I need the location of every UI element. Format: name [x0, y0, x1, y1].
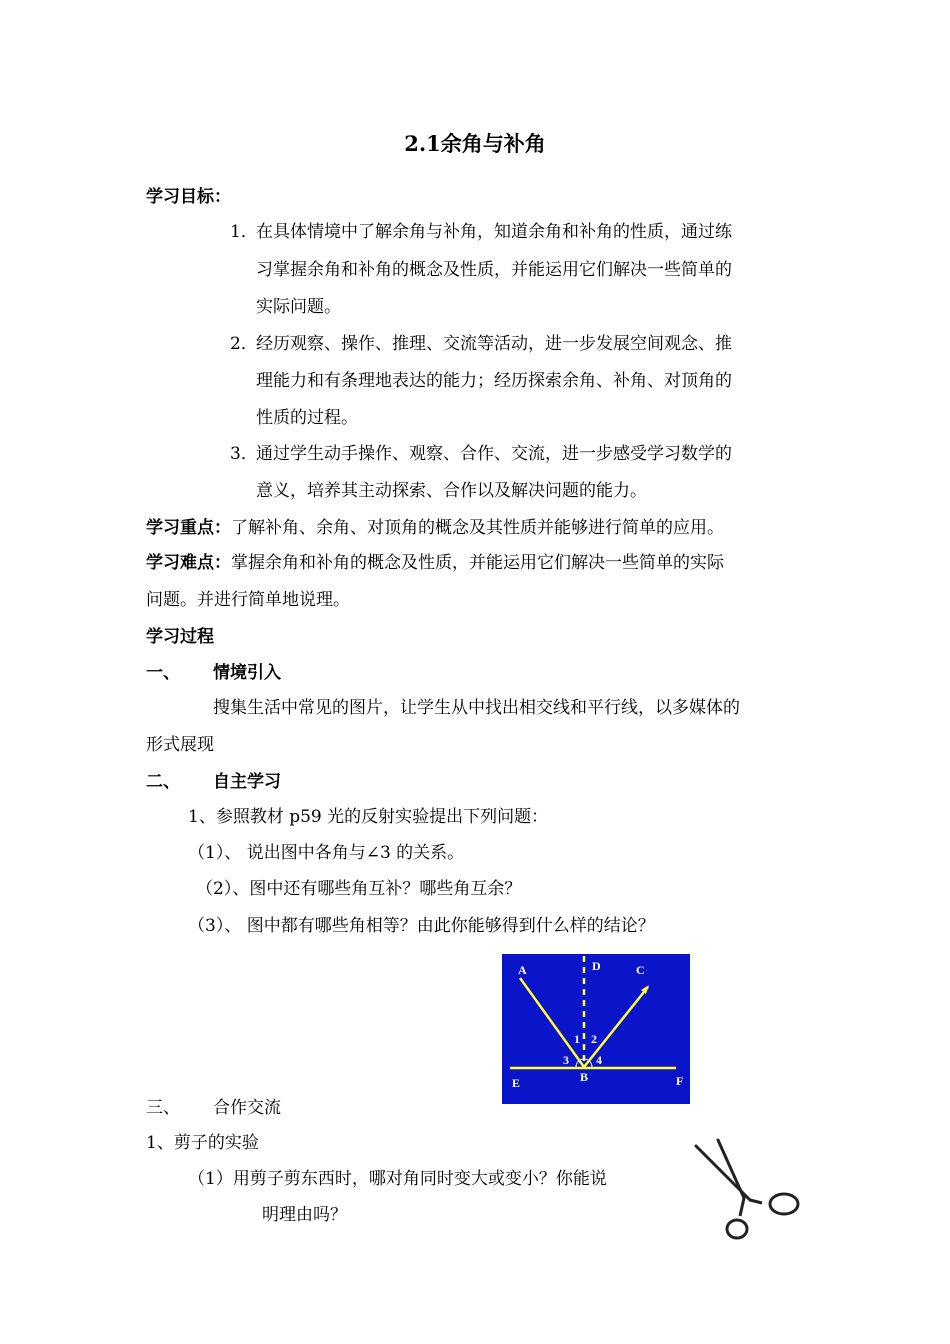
- label-a: A: [518, 963, 527, 977]
- difficulties: [146, 548, 724, 573]
- label-3: 3: [563, 1053, 569, 1067]
- key-points-text: 了解补角、余角、对顶角的概念及其性质并能够进行简单的应用。: [231, 518, 724, 538]
- objective-1-num: 1．: [230, 222, 258, 242]
- label-f: F: [676, 1074, 684, 1088]
- section-3-sub: 1、剪子的实验: [146, 1133, 259, 1153]
- difficulties-text-2: 问题。并进行简单地说理。: [146, 590, 350, 610]
- section-2-title: 自主学习: [213, 772, 281, 792]
- process-heading: 学习过程: [146, 627, 214, 647]
- difficulties-text: 掌握余角和补角的概念及性质，并能运用它们解决一些简单的实际: [231, 553, 724, 573]
- objective-3-line: 意义，培养其主动探索、合作以及解决问题的能力。: [256, 481, 647, 501]
- diagram-background: [502, 954, 690, 1104]
- objective-3-line: 通过学生动手操作、观察、合作、交流，进一步感受学习数学的: [256, 444, 732, 464]
- objective-1-line: 实际问题。: [256, 297, 341, 317]
- section-3-title: 合作交流: [213, 1098, 281, 1118]
- objectives-heading: 学习目标：: [146, 187, 231, 207]
- section-2-num: 二、: [146, 772, 180, 792]
- label-d: D: [592, 959, 601, 973]
- reflection-diagram: [502, 954, 690, 1104]
- scissors-question: （1）用剪子剪东西时，哪对角同时变大或变小？你能说: [188, 1169, 607, 1189]
- label-1: 1: [574, 1032, 580, 1046]
- section-1-text: 形式展现: [146, 735, 214, 755]
- section-1-text: 搜集生活中常见的图片，让学生从中找出相交线和平行线，以多媒体的: [213, 698, 740, 718]
- objective-1-line: 在具体情境中了解余角与补角，知道余角和补角的性质，通过练: [256, 222, 732, 242]
- section-1-num: 一、: [146, 663, 180, 683]
- label-e: E: [512, 1076, 521, 1090]
- question-2: （2）、图中还有哪些角互补？哪些角互余？: [196, 879, 522, 899]
- key-points: [146, 513, 724, 538]
- section-2-intro: 1、参照教材 p59 光的反射实验提出下列问题：: [188, 807, 549, 827]
- objective-1-line: 习掌握余角和补角的概念及性质，并能运用它们解决一些简单的: [256, 260, 732, 280]
- question-3: （3）、 图中都有哪些角相等？由此你能够得到什么样的结论？: [188, 916, 655, 936]
- section-1-title: 情境引入: [213, 663, 281, 683]
- objective-2-num: 2．: [230, 334, 258, 354]
- question-1: （1）、 说出图中各角与∠3 的关系。: [188, 843, 465, 863]
- objective-2-line: 经历观察、操作、推理、交流等活动，进一步发展空间观念、推: [256, 334, 732, 354]
- label-2: 2: [591, 1032, 597, 1046]
- difficulties-label: 学习难点：: [146, 553, 231, 573]
- page-title: 2.1余角与补角: [404, 131, 546, 156]
- objective-2-line: 性质的过程。: [256, 408, 358, 428]
- objective-2-line: 理能力和有条理地表达的能力；经历探索余角、补角、对顶角的: [256, 371, 732, 391]
- section-3-num: 三、: [146, 1098, 180, 1118]
- label-c: C: [636, 963, 645, 977]
- objective-3-num: 3．: [230, 444, 258, 464]
- scissors-question: 明理由吗？: [262, 1205, 347, 1225]
- key-points-label: 学习重点：: [146, 518, 231, 538]
- scissors-icon: [690, 1138, 805, 1240]
- label-4: 4: [596, 1053, 602, 1067]
- label-b: B: [580, 1070, 589, 1084]
